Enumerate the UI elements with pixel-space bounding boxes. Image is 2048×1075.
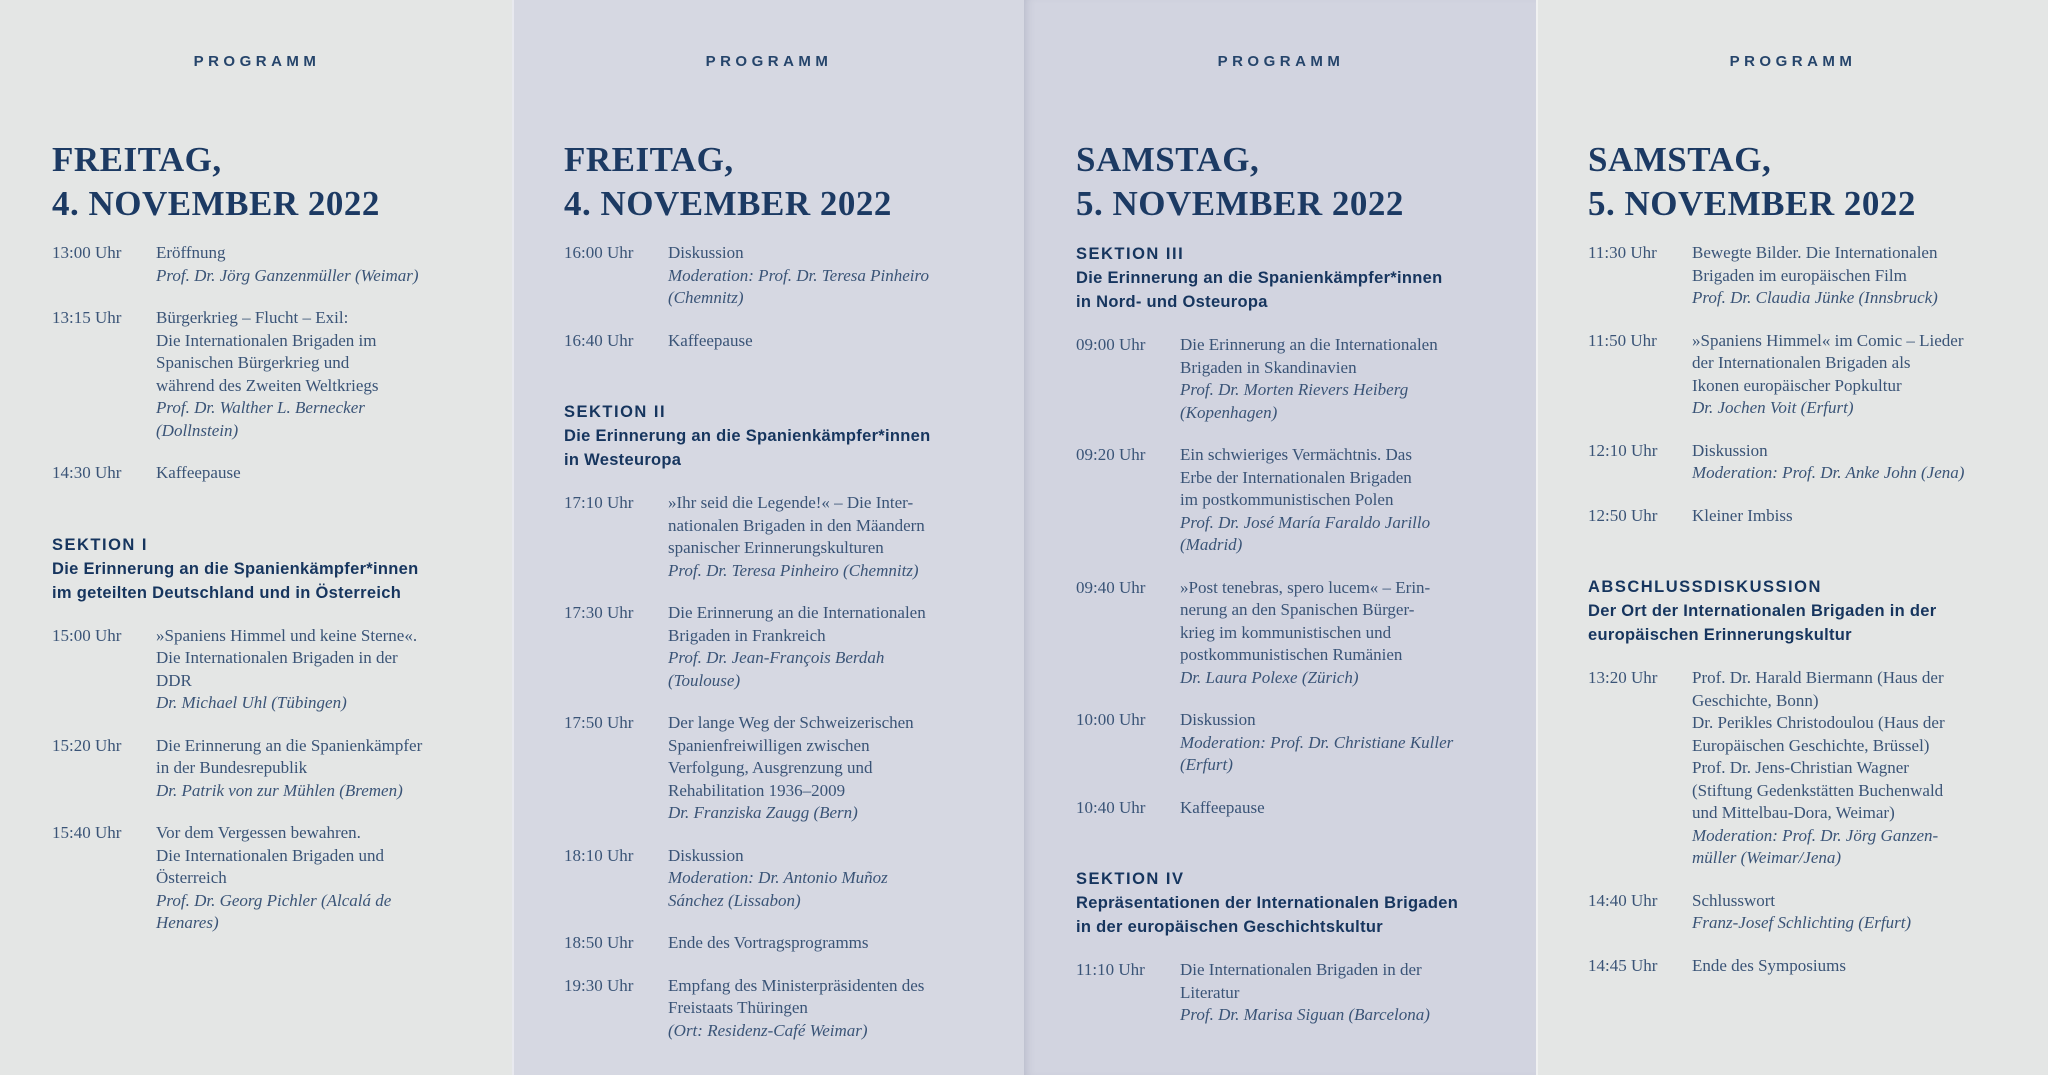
- schedule-entry: [52, 822, 492, 935]
- entry-speaker-line: (Kopenhagen): [1180, 402, 1278, 422]
- section-heading-line: Die Erinnerung an die Spanienkämpfer*innen: [1076, 269, 1443, 287]
- entry-time: 15:20 Uhr: [52, 735, 122, 755]
- entry-title-line: Die Internationalen Brigaden und: [156, 845, 385, 865]
- entry-description: [1692, 890, 2028, 935]
- entry-title-line: Die Internationalen Brigaden in der: [156, 648, 398, 667]
- entry-title-line: Brigaden im europäischen Film: [1692, 265, 1907, 285]
- entry-time: 13:00 Uhr: [52, 243, 122, 262]
- entry-title-line: der Internationalen Brigaden als: [1692, 353, 1911, 372]
- entry-title-line: Prof. Dr. Jens-Christian Wagner: [1692, 758, 1909, 777]
- entry-title-line: während des Zweiten Weltkriegs: [156, 375, 379, 395]
- entry-description: [1692, 667, 2028, 870]
- entry-time: 14:40 Uhr: [1588, 890, 1658, 910]
- entry-title-line: »Spaniens Himmel« im Comic – Lieder: [1692, 330, 1964, 350]
- section-heading-line: Die Erinnerung an die Spanienkämpfer*innen: [52, 559, 419, 578]
- entry-speaker-line: (Chemnitz): [668, 288, 744, 307]
- entry-speaker-line: (Madrid): [1180, 535, 1243, 554]
- entry-title-line: nerung an den Spanischen Bürger-: [1180, 600, 1415, 619]
- entry-time: 10:40 Uhr: [1076, 797, 1146, 817]
- schedule-entry: [564, 602, 1004, 692]
- panel-header-label: PROGRAMM: [1729, 53, 1857, 70]
- panel-title: [1588, 138, 2028, 226]
- entry-title-line: im postkommunistischen Polen: [1180, 490, 1394, 509]
- entry-title-line: »Spaniens Himmel und keine Sterne«.: [156, 625, 418, 645]
- schedule-list: [52, 242, 492, 935]
- section-heading-line: Die Erinnerung an die Spanienkämpfer*innen: [564, 427, 931, 445]
- schedule-entry: [1588, 330, 2028, 420]
- entry-title-line: Schlusswort: [1692, 890, 1776, 910]
- entry-time: 14:45 Uhr: [1588, 955, 1658, 975]
- panel-header-label: PROGRAMM: [705, 53, 833, 70]
- entry-description: [156, 307, 492, 442]
- section-heading-line: SEKTION IV: [1076, 870, 1185, 888]
- entry-title-line: Ikonen europäischer Popkultur: [1692, 375, 1902, 395]
- section-heading-line: europäischen Erinnerungskultur: [1588, 626, 1852, 644]
- entry-speaker-line: Moderation: Prof. Dr. Anke John (Jena): [1692, 463, 1965, 482]
- schedule-entry: [1076, 577, 1516, 690]
- schedule-entry: [1588, 667, 2028, 870]
- section-heading: [52, 533, 492, 605]
- schedule-entry: [1588, 505, 2028, 528]
- entry-title-line: Literatur: [1180, 982, 1240, 1002]
- section-heading: [1076, 867, 1516, 939]
- entry-speaker-line: Moderation: Prof. Dr. Christiane Kuller: [1180, 732, 1454, 752]
- section-heading-line: im geteilten Deutschland und in Österreich: [52, 583, 402, 602]
- schedule-entry: [52, 242, 492, 287]
- entry-speaker-line: Moderation: Prof. Dr. Jörg Ganzen-: [1692, 825, 1939, 845]
- entry-description: [668, 975, 1004, 1043]
- entry-title-line: Kaffeepause: [668, 330, 753, 350]
- schedule-entry: [564, 712, 1004, 825]
- entry-description: [668, 845, 1004, 913]
- entry-description: [1692, 505, 2028, 528]
- schedule-entry: [1588, 440, 2028, 485]
- schedule-entry: [52, 307, 492, 442]
- schedule-entry: [564, 932, 1004, 955]
- schedule-entry: [1076, 334, 1516, 424]
- entry-title-line: DDR: [156, 670, 192, 690]
- entry-speaker-line: Henares): [156, 913, 219, 932]
- panel-title-line: SAMSTAG,: [1076, 140, 1260, 179]
- entry-description: [1180, 444, 1516, 557]
- schedule-entry: [52, 462, 492, 485]
- entry-time: 12:10 Uhr: [1588, 440, 1658, 460]
- entry-time: 13:15 Uhr: [52, 308, 122, 327]
- entry-title-line: Eröffnung: [156, 243, 226, 262]
- schedule-list: [564, 242, 1004, 1042]
- entry-title-line: Diskussion: [668, 845, 744, 865]
- entry-time: 16:00 Uhr: [564, 243, 634, 262]
- entry-title-line: in der Bundesrepublik: [156, 758, 308, 777]
- entry-title-line: und Mittelbau-Dora, Weimar): [1692, 803, 1895, 822]
- entry-title-line: Die Internationalen Brigaden im: [156, 330, 377, 350]
- entry-title-line: Diskussion: [1692, 440, 1768, 460]
- schedule-entry: [1588, 955, 2028, 978]
- schedule-entry: [1076, 959, 1516, 1027]
- entry-title-line: Geschichte, Bonn): [1692, 690, 1819, 710]
- entry-speaker-line: Franz-Josef Schlichting (Erfurt): [1692, 913, 1912, 932]
- schedule-entry: [52, 625, 492, 715]
- section-heading-line: Der Ort der Internationalen Brigaden in der: [1588, 602, 1937, 620]
- entry-title-line: Ende des Vortragsprogramms: [668, 933, 869, 952]
- panel-title-line: 4. NOVEMBER 2022: [52, 184, 380, 223]
- entry-title-line: Die Erinnerung an die Internationalen: [1180, 335, 1438, 354]
- entry-description: [156, 242, 492, 287]
- entry-speaker-line: Prof. Dr. Marisa Siguan (Barcelona): [1180, 1005, 1430, 1024]
- entry-description: [668, 712, 1004, 825]
- entry-speaker-line: müller (Weimar/Jena): [1692, 848, 1842, 867]
- entry-speaker-line: Prof. Dr. Georg Pichler (Alcalá de: [156, 890, 392, 910]
- entry-time: 18:50 Uhr: [564, 933, 634, 952]
- entry-title-line: Europäischen Geschichte, Brüssel): [1692, 735, 1930, 755]
- entry-time: 16:40 Uhr: [564, 330, 634, 350]
- panel-title-line: 4. NOVEMBER 2022: [564, 184, 892, 223]
- entry-speaker-line: Dr. Jochen Voit (Erfurt): [1692, 398, 1854, 417]
- entry-description: [668, 242, 1004, 310]
- entry-title-line: Rehabilitation 1936–2009: [668, 780, 846, 800]
- entry-title-line: Spanienfreiwilligen zwischen: [668, 735, 870, 755]
- entry-time: 09:00 Uhr: [1076, 335, 1146, 354]
- entry-title-line: Die Erinnerung an die Internationalen: [668, 603, 926, 622]
- entry-description: [1180, 577, 1516, 690]
- entry-speaker-line: (Erfurt): [1180, 755, 1233, 774]
- section-heading-line: in Westeuropa: [564, 451, 682, 469]
- entry-time: 11:50 Uhr: [1588, 330, 1657, 350]
- program-panel-saturday-1: [1024, 0, 1536, 1075]
- schedule-entry: [564, 330, 1004, 353]
- entry-description: [156, 625, 492, 715]
- entry-speaker-line: Prof. Dr. Jean-François Berdah: [668, 648, 885, 667]
- entry-time: 11:30 Uhr: [1588, 243, 1657, 262]
- panel-title-line: FREITAG,: [564, 140, 734, 179]
- schedule-entry: [564, 492, 1004, 582]
- entry-title-line: Die Erinnerung an die Spanienkämpfer: [156, 735, 423, 755]
- entry-time: 13:20 Uhr: [1588, 668, 1658, 687]
- section-heading-line: in der europäischen Geschichtskultur: [1076, 918, 1383, 936]
- entry-title-line: Ende des Symposiums: [1692, 955, 1846, 975]
- entry-title-line: Kaffeepause: [156, 463, 241, 482]
- entry-time: 09:20 Uhr: [1076, 445, 1146, 464]
- entry-description: [1692, 242, 2028, 310]
- schedule-entry: [1588, 242, 2028, 310]
- entry-title-line: Spanischen Bürgerkrieg und: [156, 353, 350, 372]
- entry-title-line: Erbe der Internationalen Brigaden: [1180, 467, 1412, 487]
- entry-speaker-line: Moderation: Prof. Dr. Teresa Pinheiro: [668, 265, 929, 285]
- entry-time: 12:50 Uhr: [1588, 505, 1658, 525]
- entry-title-line: Ein schwieriges Vermächtnis. Das: [1180, 445, 1412, 464]
- entry-title-line: Prof. Dr. Harald Biermann (Haus der: [1692, 668, 1944, 687]
- entry-description: [1180, 797, 1516, 820]
- entry-title-line: Kaffeepause: [1180, 797, 1265, 817]
- entry-title-line: »Ihr seid die Legende!« – Die Inter-: [668, 493, 914, 512]
- section-heading-line: SEKTION II: [564, 403, 667, 421]
- entry-time: 19:30 Uhr: [564, 975, 634, 995]
- entry-title-line: nationalen Brigaden in den Mäandern: [668, 515, 925, 535]
- entry-time: 15:00 Uhr: [52, 625, 122, 645]
- entry-description: [668, 330, 1004, 353]
- schedule-entry: [564, 975, 1004, 1043]
- entry-speaker-line: Prof. Dr. Teresa Pinheiro (Chemnitz): [668, 560, 919, 580]
- entry-description: [156, 462, 492, 485]
- program-panel-friday-1: [0, 0, 512, 1075]
- entry-title-line: postkommunistischen Rumänien: [1180, 645, 1403, 664]
- entry-description: [1180, 334, 1516, 424]
- entry-time: 14:30 Uhr: [52, 463, 122, 482]
- entry-time: 10:00 Uhr: [1076, 710, 1146, 729]
- entry-speaker-line: (Dollnstein): [156, 420, 239, 440]
- schedule-entry: [1588, 890, 2028, 935]
- schedule-entry: [1076, 444, 1516, 557]
- entry-title-line: Österreich: [156, 868, 227, 887]
- entry-description: [1692, 330, 2028, 420]
- section-heading-line: Repräsentationen der Internationalen Brigaden: [1076, 894, 1459, 912]
- panel-title: [1076, 138, 1516, 226]
- entry-title-line: Der lange Weg der Schweizerischen: [668, 713, 914, 732]
- entry-speaker-line: Dr. Franziska Zaugg (Bern): [668, 803, 858, 822]
- entry-time: 09:40 Uhr: [1076, 577, 1146, 597]
- entry-title-line: Diskussion: [668, 243, 744, 262]
- entry-description: [668, 602, 1004, 692]
- entry-title-line: Bewegte Bilder. Die Internationalen: [1692, 243, 1938, 262]
- entry-title-line: Vor dem Vergessen bewahren.: [156, 823, 361, 842]
- schedule-list: [1076, 242, 1516, 1027]
- entry-speaker-line: Dr. Laura Polexe (Zürich): [1180, 667, 1359, 687]
- entry-speaker-line: Sánchez (Lissabon): [668, 890, 801, 910]
- entry-description: [1180, 709, 1516, 777]
- schedule-list: [1588, 242, 2028, 977]
- schedule-entry: [564, 242, 1004, 310]
- entry-time: 18:10 Uhr: [564, 845, 634, 865]
- section-heading: [564, 400, 1004, 472]
- entry-title-line: Dr. Perikles Christodoulou (Haus der: [1692, 713, 1945, 732]
- entry-time: 17:50 Uhr: [564, 713, 634, 732]
- entry-title-line: Verfolgung, Ausgrenzung und: [668, 758, 873, 777]
- panel-title-line: SAMSTAG,: [1588, 140, 1772, 179]
- panel-title-line: 5. NOVEMBER 2022: [1588, 184, 1916, 223]
- section-heading-line: in Nord- und Osteuropa: [1076, 293, 1268, 311]
- schedule-entry: [1076, 797, 1516, 820]
- entry-title-line: Die Internationalen Brigaden in der: [1180, 960, 1422, 979]
- entry-description: [1692, 440, 2028, 485]
- entry-title-line: Freistaats Thüringen: [668, 998, 808, 1017]
- entry-speaker-line: Prof. Dr. José María Faraldo Jarillo: [1180, 512, 1431, 532]
- panel-title: [564, 138, 1004, 226]
- entry-speaker-line: (Ort: Residenz-Café Weimar): [668, 1020, 868, 1040]
- entry-title-line: Brigaden in Skandinavien: [1180, 357, 1357, 377]
- entry-description: [156, 822, 492, 935]
- entry-title-line: Brigaden in Frankreich: [668, 625, 826, 645]
- schedule-entry: [564, 845, 1004, 913]
- entry-time: 15:40 Uhr: [52, 823, 122, 842]
- panel-title-line: 5. NOVEMBER 2022: [1076, 184, 1404, 223]
- entry-speaker-line: (Toulouse): [668, 670, 741, 690]
- entry-description: [156, 735, 492, 803]
- entry-description: [1692, 955, 2028, 978]
- entry-description: [668, 932, 1004, 955]
- panel-title-line: FREITAG,: [52, 140, 222, 179]
- program-panel-saturday-2: [1536, 0, 2048, 1075]
- entry-description: [668, 492, 1004, 582]
- entry-speaker-line: Dr. Michael Uhl (Tübingen): [156, 693, 347, 712]
- entry-description: [1180, 959, 1516, 1027]
- entry-speaker-line: Prof. Dr. Walther L. Bernecker: [156, 398, 365, 417]
- section-heading: [1588, 575, 2028, 647]
- entry-speaker-line: Dr. Patrik von zur Mühlen (Bremen): [156, 780, 403, 800]
- section-heading: [1076, 242, 1516, 314]
- entry-speaker-line: Moderation: Dr. Antonio Muñoz: [668, 868, 888, 887]
- entry-title-line: Bürgerkrieg – Flucht – Exil:: [156, 308, 349, 327]
- section-heading-line: SEKTION III: [1076, 245, 1185, 263]
- entry-time: 17:10 Uhr: [564, 493, 634, 512]
- schedule-entry: [52, 735, 492, 803]
- program-panel-friday-2: [512, 0, 1024, 1075]
- entry-time: 17:30 Uhr: [564, 603, 634, 622]
- entry-speaker-line: Prof. Dr. Morten Rievers Heiberg: [1180, 380, 1409, 399]
- panel-title: [52, 138, 492, 226]
- panel-header-label: PROGRAMM: [1217, 53, 1345, 70]
- panel-header-label: PROGRAMM: [193, 53, 321, 70]
- entry-title-line: Empfang des Ministerpräsidenten des: [668, 975, 925, 995]
- entry-title-line: Kleiner Imbiss: [1692, 505, 1793, 525]
- section-heading-line: SEKTION I: [52, 535, 149, 554]
- entry-time: 11:10 Uhr: [1076, 960, 1145, 979]
- entry-title-line: (Stiftung Gedenkstätten Buchenwald: [1692, 780, 1944, 800]
- entry-title-line: krieg im kommunistischen und: [1180, 622, 1392, 642]
- entry-title-line: Diskussion: [1180, 710, 1256, 729]
- entry-speaker-line: Prof. Dr. Jörg Ganzenmüller (Weimar): [156, 265, 419, 285]
- entry-title-line: spanischer Erinnerungskulturen: [668, 538, 884, 557]
- schedule-entry: [1076, 709, 1516, 777]
- entry-title-line: »Post tenebras, spero lucem« – Erin-: [1180, 577, 1431, 597]
- section-heading-line: ABSCHLUSSDISKUSSION: [1588, 578, 1822, 596]
- entry-speaker-line: Prof. Dr. Claudia Jünke (Innsbruck): [1692, 288, 1938, 307]
